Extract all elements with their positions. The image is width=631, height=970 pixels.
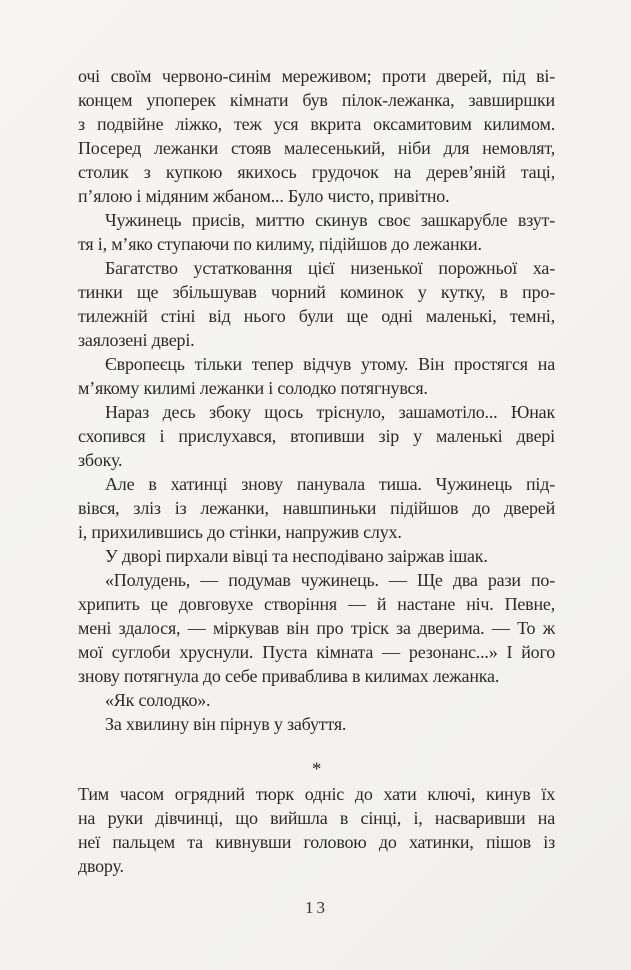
text-line: тилежній стіні від нього були ще одні маленькі, темні, [78, 306, 555, 326]
paragraph [78, 64, 555, 208]
text-line: Чужинець присів, миттю скинув своє зашкарубле взут- [105, 210, 555, 230]
text-line: неї пальцем та кивнувши головою до хатинки, пішов із [78, 832, 555, 852]
text-line: Але в хатинці знову панувала тиша. Чужинець під- [105, 474, 555, 494]
text-line: хрипить це довговухе створіння — й настане ніч. Певне, [78, 594, 555, 614]
paragraph [78, 352, 555, 400]
paragraph [78, 568, 555, 688]
section-separator: * [311, 759, 322, 780]
text-line: заялозені двері. [78, 330, 195, 350]
text-line: «Як солодко». [105, 690, 211, 710]
text-block [78, 64, 555, 878]
paragraph [78, 712, 555, 736]
text-line: схопився і прислухався, втопивши зір у маленькі двері [78, 426, 555, 446]
paragraph [78, 688, 555, 712]
paragraph [78, 544, 555, 568]
text-line: на руки дівчинці, що вийшла в сінці, і, насваривши на [78, 808, 555, 828]
text-line: п’ялою і мідяним жбаном... Було чисто, привітно. [78, 186, 450, 206]
text-line: Посеред лежанки стояв малесенький, ніби для немовлят, [78, 138, 555, 158]
text-line: У дворі пирхали вівці та несподівано заіржав ішак. [105, 546, 488, 566]
text-line: тя і, м’яко ступаючи по килиму, підійшов до лежанки. [78, 234, 482, 254]
paragraph [78, 208, 555, 256]
text-line: знову потягнула до себе приваблива в килимах лежанка. [78, 666, 500, 686]
text-line: тинки ще збільшував чорний коминок у кутку, в про- [78, 282, 555, 302]
text-line: Європеєць тільки тепер відчув утому. Він простягся на [105, 354, 555, 374]
text-line: концем упоперек кімнати був пілок-лежанка, завширшки [78, 90, 555, 110]
text-line: двору. [78, 856, 124, 876]
text-line: Нараз десь збоку щось тріснуло, зашамотіло... Юнак [105, 402, 555, 422]
text-line: мені здалося, — міркував він про тріск за дверима. — То ж [78, 618, 555, 638]
text-line: Багатство устатковання цієї низенької порожньої ха- [105, 258, 555, 278]
paragraph [78, 472, 555, 544]
text-line: столик з купкою якихось грудочок на дерев’яній таці, [78, 162, 555, 182]
text-line: Тим часом огрядний тюрк одніс до хати ключі, кинув їх [78, 784, 555, 804]
paragraph [78, 400, 555, 472]
paragraph [78, 256, 555, 352]
text-line: з подвійне ліжко, теж уся вкрита оксамитовим килимом. [78, 114, 555, 134]
text-line: очі своїм червоно-синім мереживом; проти дверей, під ві- [78, 66, 555, 86]
text-line: мої суглоби хруснули. Пуста кімната — резонанс...» І його [78, 642, 555, 662]
text-line: вівся, зліз із лежанки, навшпиньки підійшов до дверей [78, 498, 555, 518]
text-line: За хвилину він пірнув у забуття. [105, 714, 347, 734]
text-line: м’якому килимі лежанки і солодко потягнувся. [78, 378, 428, 398]
text-line: і, прихилившись до стінки, напружив слух. [78, 522, 402, 542]
text-line: «Полудень, — подумав чужинець. — Ще два рази по- [105, 570, 555, 590]
page-number: 13 [305, 898, 328, 917]
text-line: збоку. [78, 450, 123, 470]
paragraph [78, 782, 555, 878]
